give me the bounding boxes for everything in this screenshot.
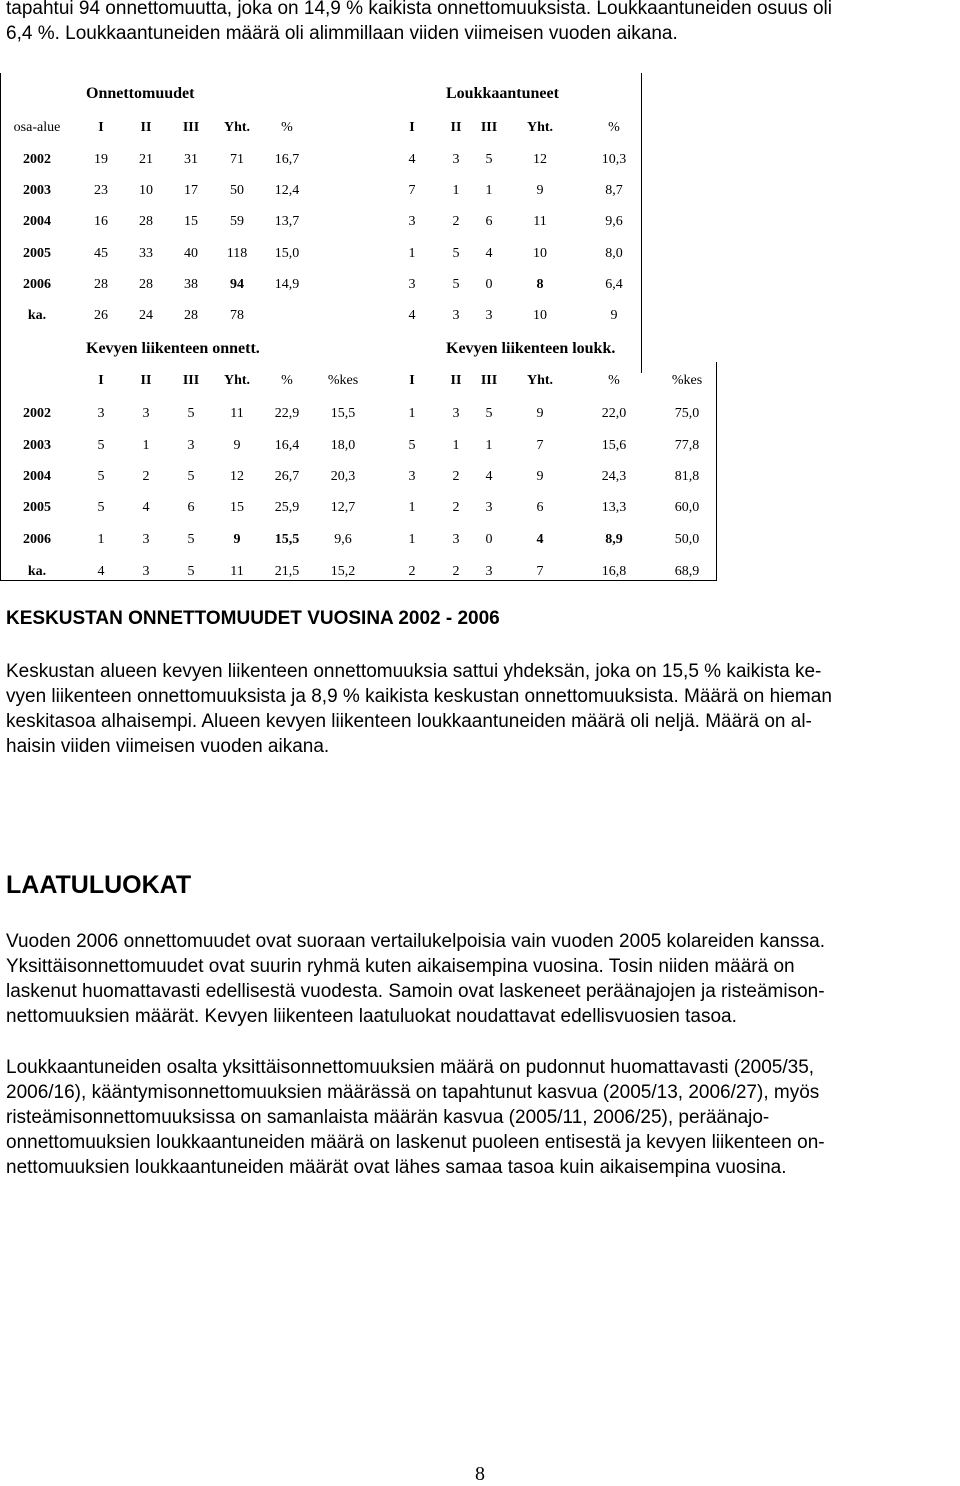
table-cell: 1	[142, 438, 150, 453]
table-cell: 2	[452, 469, 460, 484]
table-cell: 5	[408, 438, 416, 453]
table-cell: 28	[139, 277, 153, 292]
table-cell: 81,8	[674, 469, 700, 484]
table-cell: 78	[230, 308, 244, 323]
table-column-header: Yht.	[223, 373, 251, 388]
table-cell: 16,7	[274, 152, 300, 167]
table-cell: 7	[408, 183, 416, 198]
table-cell: 9	[536, 183, 544, 198]
table-cell: 0	[485, 277, 493, 292]
table-cell: 10	[533, 308, 547, 323]
table-cell: 25,9	[274, 500, 300, 515]
table-cell: 1	[408, 246, 416, 261]
table-group-header: Onnettomuudet	[86, 85, 195, 102]
table-cell: 1	[408, 500, 416, 515]
intro-line: 6,4 %. Loukkaantuneiden määrä oli alimmillaan viiden viimeisen vuoden aikana.	[6, 23, 678, 44]
paragraph-line: Keskustan alueen kevyen liikenteen onnettomuuksia sattui yhdeksän, joka on 15,5 % kaikista ke-	[6, 661, 822, 682]
table-cell: 40	[184, 246, 198, 261]
table-cell: 3	[142, 532, 150, 547]
table-cell: 4	[408, 152, 416, 167]
table-row-label: 2004	[23, 469, 51, 484]
table-column-header: III	[480, 373, 498, 388]
section-heading-keskusta: KESKUSTAN ONNETTOMUUDET VUOSINA 2002 - 2006	[6, 608, 500, 629]
section-heading-laatuluokat: LAATULUOKAT	[6, 871, 192, 899]
table-cell: 118	[226, 246, 248, 261]
table-cell: 16	[94, 214, 108, 229]
accident-tables	[0, 0, 960, 590]
table-cell: 4	[485, 469, 493, 484]
table-cell: 10	[139, 183, 153, 198]
table-cell: 26,7	[274, 469, 300, 484]
table-cell: 4	[536, 532, 544, 547]
table-column-header: II	[450, 120, 462, 135]
table-cell: 13,7	[274, 214, 300, 229]
table-row-label: 2005	[23, 246, 51, 261]
table-cell: 9	[536, 469, 544, 484]
paragraph-keskusta	[6, 659, 956, 759]
table-column-header: %kes	[327, 373, 359, 388]
paragraph-line: laskenut huomattavasti edellisestä vuodesta. Samoin ovat laskeneet peräänajojen ja risteämison-	[6, 981, 825, 1002]
paragraph-line: haisin viiden viimeisen vuoden aikana.	[6, 736, 330, 757]
table-cell: 4	[408, 308, 416, 323]
table-column-header: I	[409, 373, 415, 388]
table-cell: 1	[97, 532, 105, 547]
table-column-header: I	[98, 373, 104, 388]
table-cell: 6,4	[605, 277, 623, 292]
table-border	[716, 362, 717, 581]
table-cell: 15	[230, 500, 244, 515]
table-cell: 38	[184, 277, 198, 292]
table-cell: 33	[139, 246, 153, 261]
table-cell: 22,9	[274, 406, 300, 421]
table-group-header: Kevyen liikenteen loukk.	[446, 340, 616, 357]
table-cell: 7	[536, 564, 544, 579]
table-cell: 5	[485, 152, 493, 167]
paragraph-line: vyen liikenteen onnettomuuksista ja 8,9 % kaikista keskustan onnettomuuksista. Määrä on hieman	[6, 686, 832, 707]
table-cell: 45	[94, 246, 108, 261]
table-cell: 5	[97, 500, 105, 515]
table-cell: 3	[452, 532, 460, 547]
paragraph-line: nettomuuksien määrät. Kevyen liikenteen laatuluokat noudattavat edellisvuosien tasoa.	[6, 1006, 737, 1027]
table-cell: 3	[452, 152, 460, 167]
table-cell: 15	[184, 214, 198, 229]
table-cell: 5	[452, 246, 460, 261]
table-cell: 12	[230, 469, 244, 484]
table-cell: 3	[452, 406, 460, 421]
table-cell: 13,3	[601, 500, 627, 515]
table-cell: 1	[452, 438, 460, 453]
table-cell: 20,3	[330, 469, 356, 484]
table-cell: 94	[230, 277, 244, 292]
table-cell: 15,0	[274, 246, 300, 261]
table-column-header: Yht.	[526, 120, 554, 135]
table-cell: 3	[485, 308, 493, 323]
table-cell: 12,7	[330, 500, 356, 515]
page-number: 8	[475, 1463, 485, 1485]
table-cell: 11	[230, 406, 244, 421]
table-row-label: ka.	[27, 564, 47, 579]
table-cell: 75,0	[674, 406, 700, 421]
table-column-header: III	[182, 120, 200, 135]
table-cell: 3	[97, 406, 105, 421]
table-group-header: Kevyen liikenteen onnett.	[86, 340, 260, 357]
table-cell: 3	[485, 564, 493, 579]
table-cell: 16,8	[601, 564, 627, 579]
table-row-label: 2005	[23, 500, 51, 515]
table-cell: 50	[230, 183, 244, 198]
table-cell: 12,4	[274, 183, 300, 198]
table-column-header: %	[281, 373, 293, 388]
table-cell: 3	[142, 564, 150, 579]
table-cell: 2	[408, 564, 416, 579]
table-cell: 14,9	[274, 277, 300, 292]
table-cell: 23	[94, 183, 108, 198]
table-cell: 21	[139, 152, 153, 167]
table-row-label: 2004	[23, 214, 51, 229]
table-row-label: ka.	[27, 308, 47, 323]
table-cell: 59	[230, 214, 244, 229]
table-column-header: Yht.	[526, 373, 554, 388]
paragraph-line: Yksittäisonnettomuudet ovat suurin ryhmä kuten aikaisempina vuosina. Tosin niiden määrä on	[6, 956, 795, 977]
table-cell: 4	[485, 246, 493, 261]
table-cell: 26	[94, 308, 108, 323]
table-row-label: 2006	[23, 532, 51, 547]
table-cell: 28	[94, 277, 108, 292]
table-row-label: 2002	[23, 406, 51, 421]
table-cell: 31	[184, 152, 198, 167]
table-cell: 15,5	[274, 532, 300, 547]
table-column-header: I	[98, 120, 104, 135]
paragraph-line: keskitasoa alhaisempi. Alueen kevyen liikenteen loukkaantuneiden määrä oli neljä. Määrä on al-	[6, 711, 812, 732]
table-row-header: osa-alue	[13, 120, 61, 135]
table-cell: 1	[408, 532, 416, 547]
table-cell: 6	[536, 500, 544, 515]
table-column-header: %	[608, 120, 620, 135]
table-cell: 18,0	[330, 438, 356, 453]
table-column-header: II	[140, 373, 152, 388]
table-cell: 5	[452, 277, 460, 292]
table-cell: 50,0	[674, 532, 700, 547]
table-cell: 19	[94, 152, 108, 167]
table-cell: 2	[452, 214, 460, 229]
paragraph-line: onnettomuuksien loukkaantuneiden määrä on laskenut puoleen entisestä ja kevyen liikenteen on-	[6, 1132, 825, 1153]
table-cell: 16,4	[274, 438, 300, 453]
table-cell: 15,5	[330, 406, 356, 421]
table-cell: 3	[408, 214, 416, 229]
table-cell: 0	[485, 532, 493, 547]
table-cell: 3	[187, 438, 195, 453]
paragraph-line: 2006/16), kääntymisonnettomuuksien määrässä on tapahtunut kasvua (2005/13, 2006/27), myös	[6, 1082, 820, 1103]
table-cell: 24,3	[601, 469, 627, 484]
table-cell: 5	[97, 469, 105, 484]
table-cell: 6	[187, 500, 195, 515]
table-cell: 2	[142, 469, 150, 484]
table-row-label: 2006	[23, 277, 51, 292]
table-border	[0, 580, 717, 581]
table-cell: 17	[184, 183, 198, 198]
table-cell: 10,3	[601, 152, 627, 167]
table-border	[641, 73, 642, 373]
intro-line: tapahtui 94 onnettomuutta, joka on 14,9 % kaikista onnettomuuksista. Loukkaantuneiden osuus oli	[6, 0, 832, 19]
paragraph-line: Loukkaantuneiden osalta yksittäisonnettomuuksien määrä on pudonnut huomattavasti (2005/35,	[6, 1057, 815, 1078]
table-column-header: Yht.	[223, 120, 251, 135]
table-column-header: II	[140, 120, 152, 135]
table-cell: 8,7	[605, 183, 623, 198]
table-cell: 5	[187, 469, 195, 484]
table-cell: 8,9	[605, 532, 623, 547]
table-row-label: 2003	[23, 183, 51, 198]
table-cell: 3	[485, 500, 493, 515]
paragraph-line: risteämisonnettomuuksissa on samanlaista määrän kasvua (2005/11, 2006/25), peräänajo-	[6, 1107, 770, 1128]
table-cell: 22,0	[601, 406, 627, 421]
table-cell: 3	[142, 406, 150, 421]
table-cell: 12	[533, 152, 547, 167]
table-border	[0, 73, 1, 581]
table-cell: 1	[452, 183, 460, 198]
table-cell: 2	[452, 564, 460, 579]
paragraph-line: nettomuuksien loukkaantuneiden määrät ovat lähes samaa tasoa kuin aikaisempina vuosina.	[6, 1157, 787, 1178]
table-column-header: %	[281, 120, 293, 135]
table-cell: 9,6	[334, 532, 352, 547]
table-group-header: Loukkaantuneet	[446, 85, 559, 102]
table-cell: 6	[485, 214, 493, 229]
table-cell: 77,8	[674, 438, 700, 453]
paragraph-laatuluokat-1	[6, 929, 956, 1029]
table-cell: 24	[139, 308, 153, 323]
table-column-header: III	[480, 120, 498, 135]
table-cell: 15,6	[601, 438, 627, 453]
table-cell: 3	[408, 277, 416, 292]
table-cell: 7	[536, 438, 544, 453]
table-cell: 11	[533, 214, 547, 229]
table-cell: 1	[485, 183, 493, 198]
table-cell: 21,5	[274, 564, 300, 579]
paragraph-laatuluokat-2	[6, 1055, 956, 1180]
table-cell: 1	[408, 406, 416, 421]
table-cell: 8	[536, 277, 544, 292]
table-cell: 9	[233, 532, 241, 547]
table-row-label: 2003	[23, 438, 51, 453]
table-cell: 3	[408, 469, 416, 484]
table-cell: 10	[533, 246, 547, 261]
table-cell: 9,6	[605, 214, 623, 229]
table-cell: 60,0	[674, 500, 700, 515]
table-cell: 9	[536, 406, 544, 421]
table-cell: 5	[485, 406, 493, 421]
table-cell: 5	[187, 564, 195, 579]
table-row-label: 2002	[23, 152, 51, 167]
table-cell: 15,2	[330, 564, 356, 579]
table-cell: 4	[142, 500, 150, 515]
table-cell: 5	[187, 406, 195, 421]
table-cell: 71	[230, 152, 244, 167]
table-cell: 1	[485, 438, 493, 453]
paragraph-line: Vuoden 2006 onnettomuudet ovat suoraan vertailukelpoisia vain vuoden 2005 kolareiden kanssa.	[6, 931, 825, 952]
table-column-header: %kes	[671, 373, 703, 388]
table-cell: 28	[139, 214, 153, 229]
table-cell: 11	[230, 564, 244, 579]
table-cell: 2	[452, 500, 460, 515]
table-cell: 68,9	[674, 564, 700, 579]
table-column-header: III	[182, 373, 200, 388]
table-cell: 5	[187, 532, 195, 547]
table-column-header: I	[409, 120, 415, 135]
table-cell: 28	[184, 308, 198, 323]
table-cell: 4	[97, 564, 105, 579]
table-cell: 9	[233, 438, 241, 453]
table-cell: 3	[452, 308, 460, 323]
table-cell: 5	[97, 438, 105, 453]
table-column-header: II	[450, 373, 462, 388]
table-cell: 9	[610, 308, 618, 323]
table-column-header: %	[608, 373, 620, 388]
table-cell: 8,0	[605, 246, 623, 261]
